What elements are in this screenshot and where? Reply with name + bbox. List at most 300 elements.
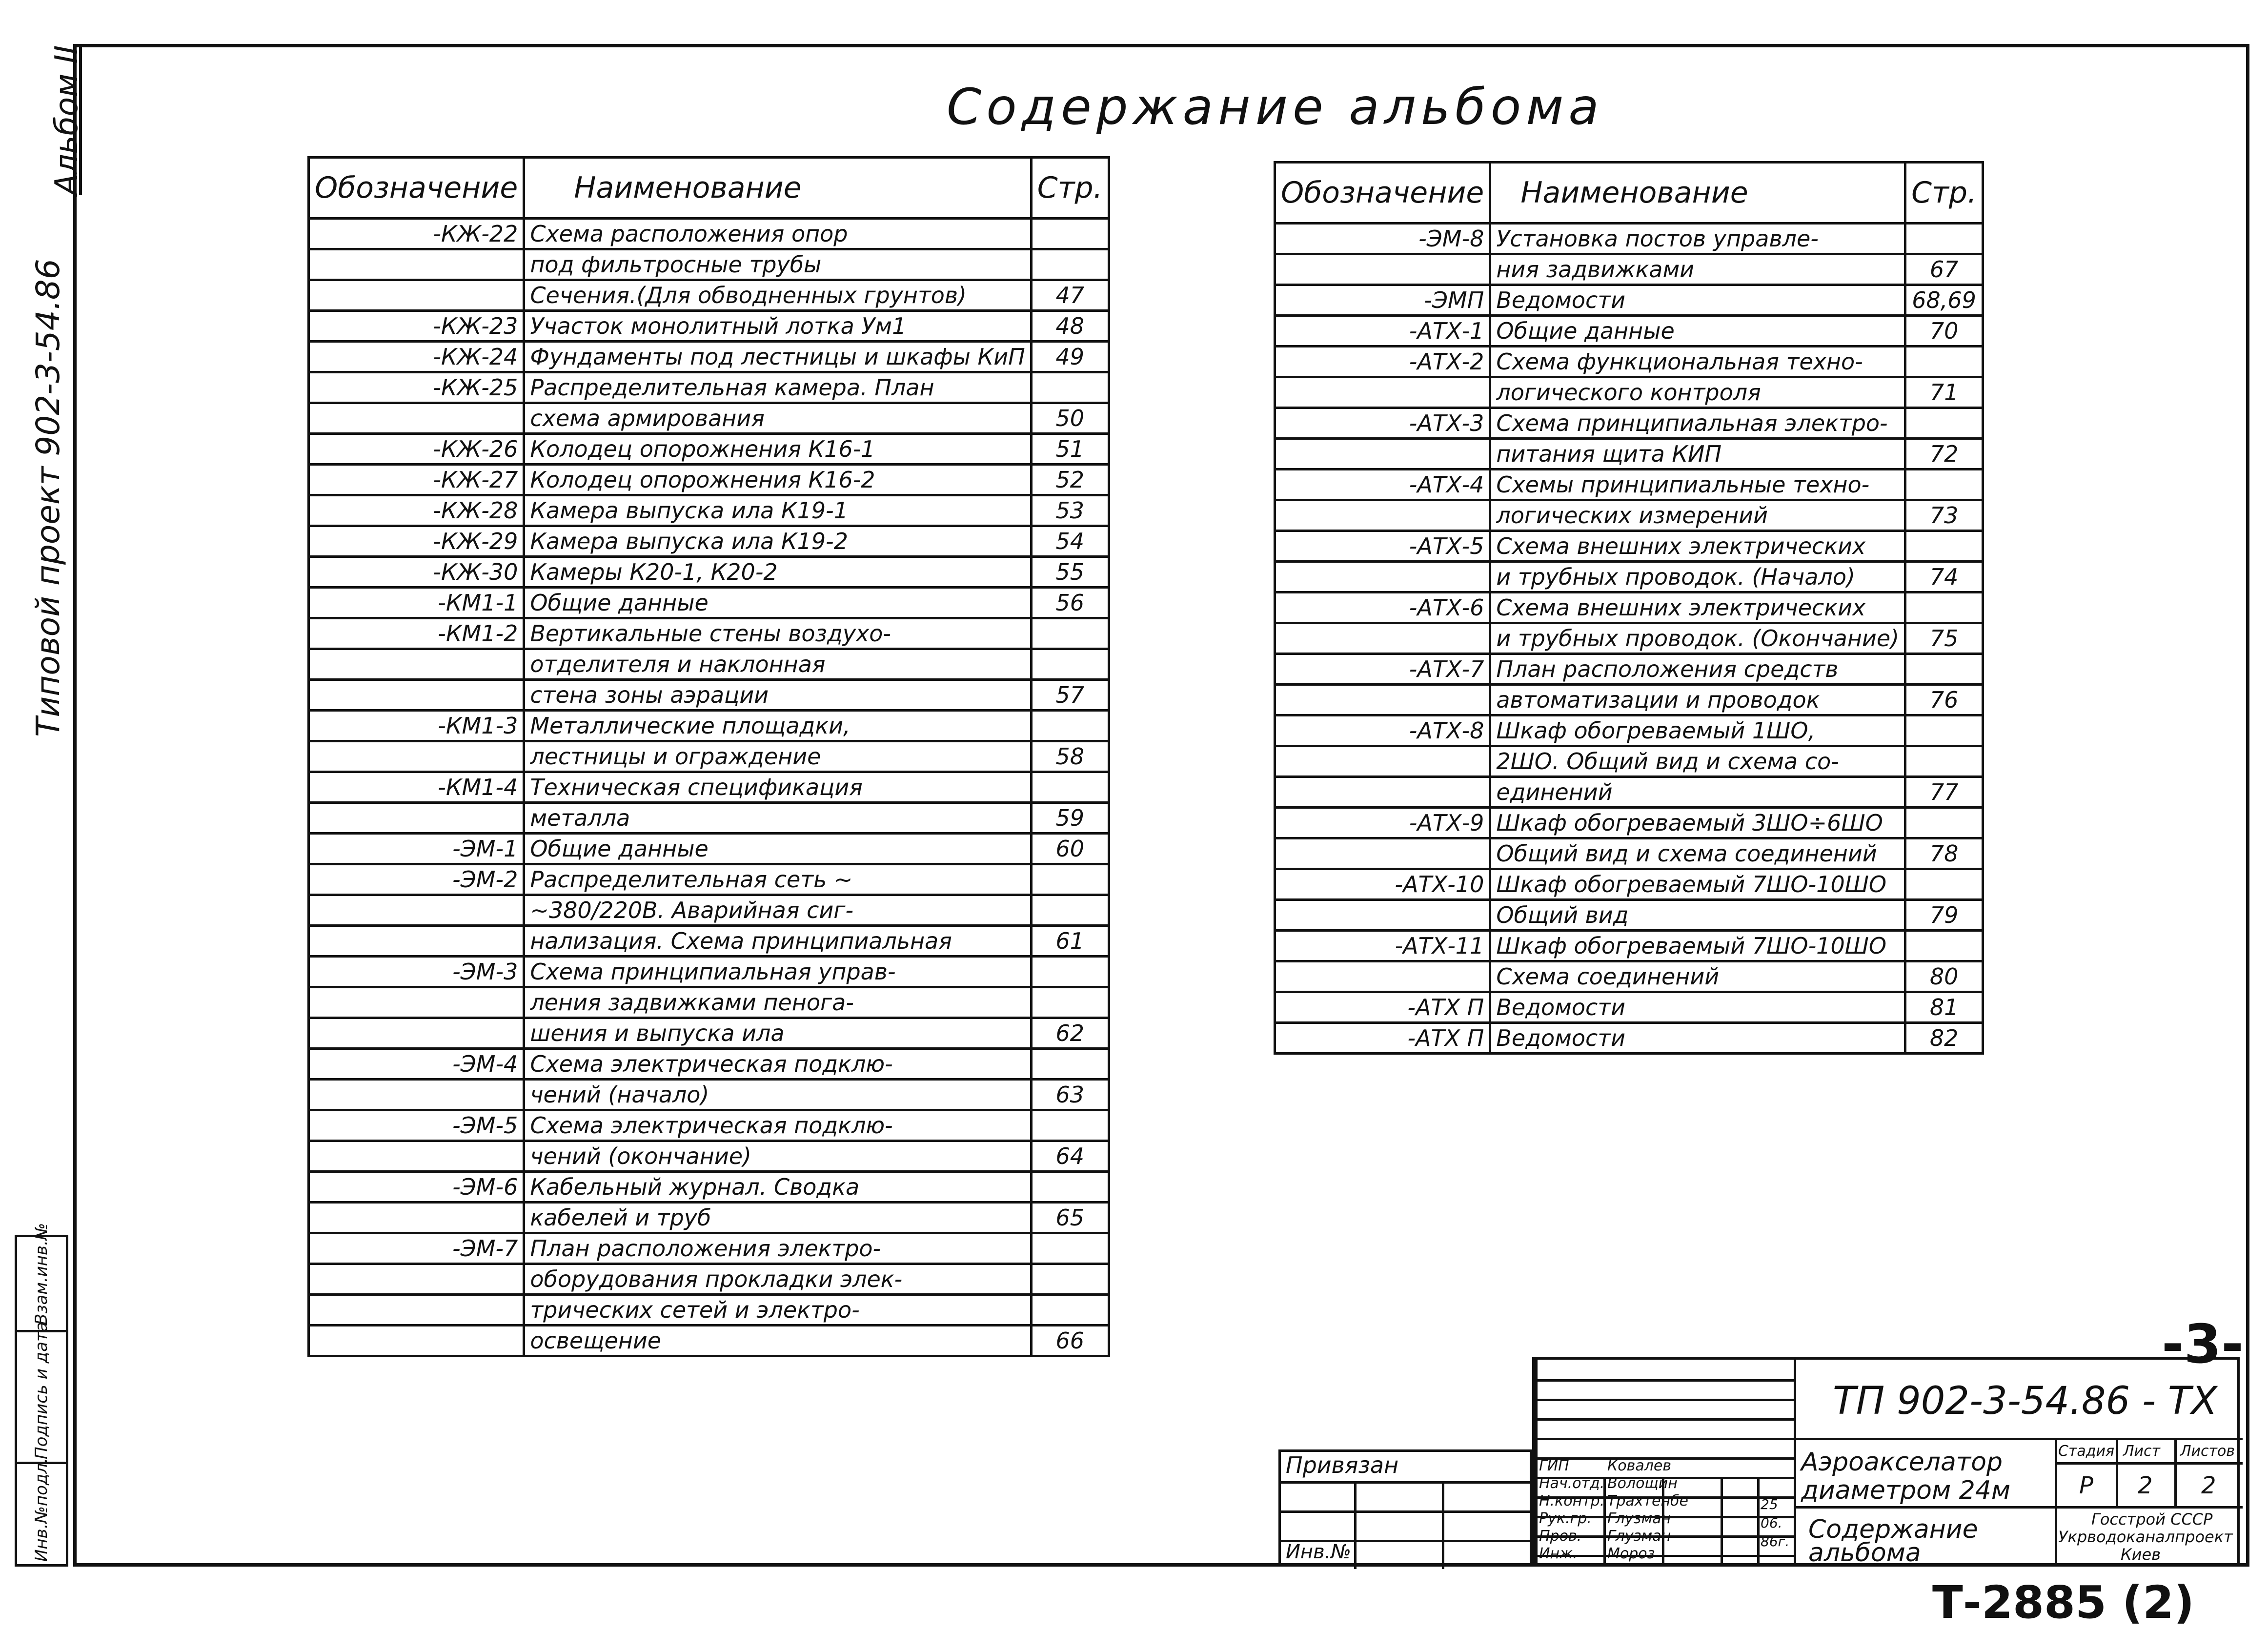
page-title: Содержание альбома — [947, 78, 1604, 136]
table-row — [1275, 469, 1983, 500]
row-name: Фундаменты под лестницы и шкафы КиП — [524, 342, 1031, 372]
row-designation: -КМ1-1 — [309, 588, 524, 618]
role-4: Рук.гр. — [1539, 1510, 1592, 1527]
row-designation — [309, 403, 524, 434]
row-page: 67 — [1905, 254, 1983, 285]
table-row — [309, 741, 1109, 772]
table-row — [1275, 285, 1983, 316]
row-designation: -АТХ-3 — [1275, 408, 1490, 439]
table-row — [1275, 808, 1983, 838]
row-page — [1031, 219, 1109, 249]
row-page — [1031, 895, 1109, 926]
header-page: Стр. — [1905, 163, 1983, 224]
row-name: стена зоны аэрации — [524, 680, 1031, 711]
row-designation — [309, 1326, 524, 1356]
sheet-title-2: альбома — [1808, 1538, 1921, 1568]
row-page: 59 — [1031, 803, 1109, 834]
table-row — [1275, 562, 1983, 592]
table-row — [309, 987, 1109, 1018]
row-page: 80 — [1905, 961, 1983, 992]
row-page: 75 — [1905, 623, 1983, 654]
table-row — [1275, 316, 1983, 347]
row-name: логических измерений — [1490, 500, 1905, 531]
table-row — [309, 526, 1109, 557]
row-page: 64 — [1031, 1141, 1109, 1172]
row-page — [1905, 592, 1983, 623]
row-page — [1905, 408, 1983, 439]
row-page: 51 — [1031, 434, 1109, 465]
row-name: кабелей и труб — [524, 1203, 1031, 1233]
table-row — [309, 803, 1109, 834]
org-2: Укрводоканалпроект — [2058, 1528, 2233, 1546]
object-name-1: Аэроакселатор — [1801, 1448, 2003, 1477]
table-row — [1275, 623, 1983, 654]
row-name: Схема электрическая подклю- — [524, 1110, 1031, 1141]
row-designation: -АТХ-6 — [1275, 592, 1490, 623]
row-page: 74 — [1905, 562, 1983, 592]
row-designation — [1275, 562, 1490, 592]
row-name: чений (начало) — [524, 1080, 1031, 1110]
row-page — [1905, 224, 1983, 254]
row-page: 71 — [1905, 377, 1983, 408]
table-row — [1275, 715, 1983, 746]
name-2: Волощин — [1607, 1475, 1678, 1492]
table-row — [309, 342, 1109, 372]
role-5: Пров. — [1539, 1528, 1582, 1545]
role-1: ГИП — [1539, 1457, 1569, 1474]
row-designation — [1275, 377, 1490, 408]
row-designation — [309, 680, 524, 711]
row-name: План расположения средств — [1490, 654, 1905, 685]
row-designation: -АТХ-10 — [1275, 869, 1490, 900]
binding-label: Привязан — [1286, 1452, 1399, 1478]
table-row — [309, 434, 1109, 465]
stage-header: Стадия — [2058, 1443, 2115, 1460]
row-page: 70 — [1905, 316, 1983, 347]
row-name: Колодец опорожнения К16-1 — [524, 434, 1031, 465]
header-name: Наименование — [1490, 163, 1905, 224]
inv-cell-2: Подпись и дата — [32, 1322, 51, 1459]
table-row — [309, 588, 1109, 618]
inv-cell-1: Взам.инв.№ — [32, 1223, 51, 1325]
row-designation — [1275, 900, 1490, 931]
row-designation: -АТХ-2 — [1275, 347, 1490, 377]
table-row — [309, 403, 1109, 434]
row-designation: -ЭМП — [1275, 285, 1490, 316]
row-designation: -АТХ-1 — [1275, 316, 1490, 347]
row-name: Установка постов управле- — [1490, 224, 1905, 254]
table-row — [1275, 838, 1983, 869]
role-3: Н.контр. — [1539, 1492, 1605, 1510]
row-name: и трубных проводок. (Окончание) — [1490, 623, 1905, 654]
row-designation: -КЖ-30 — [309, 557, 524, 588]
row-page: 66 — [1031, 1326, 1109, 1356]
title-block — [1532, 1357, 2240, 1567]
row-designation — [1275, 254, 1490, 285]
row-name: Кабельный журнал. Сводка — [524, 1172, 1031, 1203]
row-designation: -КМ1-4 — [309, 772, 524, 803]
row-page: 77 — [1905, 777, 1983, 808]
table-row — [309, 465, 1109, 495]
row-page — [1905, 715, 1983, 746]
row-designation — [309, 926, 524, 957]
table-row — [309, 495, 1109, 526]
row-page — [1031, 1264, 1109, 1295]
table-row — [1275, 347, 1983, 377]
row-designation: -КМ1-3 — [309, 711, 524, 741]
row-name: Участок монолитный лотка Ум1 — [524, 311, 1031, 342]
table-row — [309, 1141, 1109, 1172]
row-page: 54 — [1031, 526, 1109, 557]
row-name: Шкаф обогреваемый 3ШО÷6ШО — [1490, 808, 1905, 838]
row-page: 79 — [1905, 900, 1983, 931]
table-row — [309, 1049, 1109, 1080]
stage-value: Р — [2079, 1472, 2093, 1499]
table-row — [1275, 900, 1983, 931]
row-page: 76 — [1905, 685, 1983, 715]
table-row — [309, 1172, 1109, 1203]
row-name: Схема внешних электрических — [1490, 592, 1905, 623]
row-name: Ведомости — [1490, 285, 1905, 316]
row-page — [1905, 869, 1983, 900]
row-page: 62 — [1031, 1018, 1109, 1049]
row-designation — [309, 249, 524, 280]
name-6: Мороз — [1607, 1545, 1655, 1562]
row-designation: -КЖ-29 — [309, 526, 524, 557]
row-designation — [309, 1141, 524, 1172]
sheet-value: 2 — [2138, 1472, 2153, 1499]
album-label: Альбом II — [49, 45, 85, 195]
row-name: отделителя и наклонная — [524, 649, 1031, 680]
table-row — [1275, 254, 1983, 285]
row-page — [1905, 654, 1983, 685]
table-row — [1275, 777, 1983, 808]
table-row — [309, 1203, 1109, 1233]
project-label: Типовой проект 902-3-54.86 — [29, 259, 67, 737]
binding-block — [1278, 1449, 1532, 1567]
row-name: Схема принципиальная электро- — [1490, 408, 1905, 439]
row-page — [1905, 746, 1983, 777]
row-name: трических сетей и электро- — [524, 1295, 1031, 1326]
row-page — [1031, 372, 1109, 403]
table-row — [309, 1080, 1109, 1110]
row-page — [1031, 1049, 1109, 1080]
row-designation — [309, 280, 524, 311]
row-designation — [1275, 439, 1490, 469]
row-name: под фильтросные трубы — [524, 249, 1031, 280]
row-page — [1031, 987, 1109, 1018]
row-page: 78 — [1905, 838, 1983, 869]
row-designation — [309, 1295, 524, 1326]
row-page — [1905, 347, 1983, 377]
name-3: Трахтенбе — [1607, 1492, 1689, 1510]
row-name: Шкаф обогреваемый 7ШО-10ШО — [1490, 869, 1905, 900]
row-name: Камеры К20-1, К20-2 — [524, 557, 1031, 588]
row-page — [1031, 957, 1109, 987]
sheet-title-1: Содержание — [1808, 1515, 1978, 1544]
table-row — [309, 1295, 1109, 1326]
row-name: Схема внешних электрических — [1490, 531, 1905, 562]
name-5: Глузман — [1607, 1528, 1671, 1545]
table-row — [1275, 685, 1983, 715]
row-page: 73 — [1905, 500, 1983, 531]
table-row — [309, 557, 1109, 588]
row-name: нализация. Схема принципиальная — [524, 926, 1031, 957]
inventory-box — [15, 1223, 68, 1567]
row-name: единений — [1490, 777, 1905, 808]
row-designation — [309, 1018, 524, 1049]
row-name: лестницы и ограждение — [524, 741, 1031, 772]
table-row — [309, 772, 1109, 803]
table-header — [1275, 163, 1983, 224]
row-page: 53 — [1031, 495, 1109, 526]
name-1: Ковалев — [1607, 1457, 1672, 1474]
row-name: Общие данные — [1490, 316, 1905, 347]
role-2: Нач.отд. — [1539, 1475, 1605, 1492]
date-3: 86г. — [1761, 1533, 1790, 1550]
row-name: металла — [524, 803, 1031, 834]
row-name: Камера выпуска ила К19-1 — [524, 495, 1031, 526]
row-page: 60 — [1031, 834, 1109, 864]
row-page — [1031, 1295, 1109, 1326]
row-name: Ведомости — [1490, 1023, 1905, 1054]
sheets-header: Листов — [2180, 1443, 2235, 1460]
row-name: ния задвижками — [1490, 254, 1905, 285]
row-page — [1905, 469, 1983, 500]
row-page: 47 — [1031, 280, 1109, 311]
row-designation — [309, 1264, 524, 1295]
table-row — [1275, 992, 1983, 1023]
table-row — [309, 957, 1109, 987]
sheets-value: 2 — [2201, 1472, 2216, 1499]
row-page: 72 — [1905, 439, 1983, 469]
table-row — [1275, 1023, 1983, 1054]
table-row — [309, 649, 1109, 680]
row-designation: -КЖ-26 — [309, 434, 524, 465]
row-name: освещение — [524, 1326, 1031, 1356]
row-name: чений (окончание) — [524, 1141, 1031, 1172]
table-row — [309, 895, 1109, 926]
row-name: Камера выпуска ила К19-2 — [524, 526, 1031, 557]
row-name: Ведомости — [1490, 992, 1905, 1023]
row-designation: -АТХ-8 — [1275, 715, 1490, 746]
row-designation: -КЖ-24 — [309, 342, 524, 372]
table-row — [309, 618, 1109, 649]
row-designation — [309, 803, 524, 834]
row-page: 65 — [1031, 1203, 1109, 1233]
table-row — [309, 1018, 1109, 1049]
row-designation: -ЭМ-7 — [309, 1233, 524, 1264]
row-designation: -АТХ-7 — [1275, 654, 1490, 685]
table-row — [309, 864, 1109, 895]
table-row — [309, 1264, 1109, 1295]
row-name: Металлические площадки, — [524, 711, 1031, 741]
row-name: Общий вид — [1490, 900, 1905, 931]
table-row — [309, 834, 1109, 864]
header-name: Наименование — [524, 158, 1031, 219]
row-page: 49 — [1031, 342, 1109, 372]
table-row — [309, 249, 1109, 280]
row-designation — [309, 1080, 524, 1110]
row-designation: -АТХ-9 — [1275, 808, 1490, 838]
row-page: 61 — [1031, 926, 1109, 957]
date-2: 06. — [1761, 1515, 1782, 1531]
contents-table-left — [307, 156, 1110, 1357]
row-name: оборудования прокладки элек- — [524, 1264, 1031, 1295]
row-name: Шкаф обогреваемый 7ШО-10ШО — [1490, 931, 1905, 961]
row-designation — [309, 895, 524, 926]
row-designation: -КЖ-23 — [309, 311, 524, 342]
row-name: Шкаф обогреваемый 1ШО, — [1490, 715, 1905, 746]
table-row — [1275, 654, 1983, 685]
row-designation: -ЭМ-8 — [1275, 224, 1490, 254]
row-name: Распределительная камера. План — [524, 372, 1031, 403]
row-name: Техническая спецификация — [524, 772, 1031, 803]
table-row — [309, 311, 1109, 342]
row-page: 52 — [1031, 465, 1109, 495]
row-name: 2ШО. Общий вид и схема со- — [1490, 746, 1905, 777]
row-designation: -АТХ-5 — [1275, 531, 1490, 562]
table-row — [309, 280, 1109, 311]
row-designation — [309, 1203, 524, 1233]
role-6: Инж. — [1539, 1545, 1578, 1562]
row-name: Схема функциональная техно- — [1490, 347, 1905, 377]
row-designation — [1275, 623, 1490, 654]
table-row — [1275, 531, 1983, 562]
table-row — [309, 1233, 1109, 1264]
row-page — [1031, 1172, 1109, 1203]
row-page — [1031, 618, 1109, 649]
row-designation: -ЭМ-5 — [309, 1110, 524, 1141]
row-name: Распределительная сеть ~ — [524, 864, 1031, 895]
row-designation: -ЭМ-3 — [309, 957, 524, 987]
row-designation — [309, 741, 524, 772]
header-designation: Обозначение — [309, 158, 524, 219]
name-4: Глузман — [1607, 1510, 1671, 1527]
table-row — [309, 1110, 1109, 1141]
row-page — [1031, 649, 1109, 680]
row-name: Схема принципиальная управ- — [524, 957, 1031, 987]
row-designation: -ЭМ-6 — [309, 1172, 524, 1203]
row-designation: -АТХ П — [1275, 1023, 1490, 1054]
row-name: питания щита КИП — [1490, 439, 1905, 469]
table-row — [1275, 408, 1983, 439]
row-designation — [1275, 961, 1490, 992]
row-page — [1031, 1110, 1109, 1141]
row-designation: -КЖ-25 — [309, 372, 524, 403]
row-name: Схема соединений — [1490, 961, 1905, 992]
row-designation: -КЖ-27 — [309, 465, 524, 495]
row-page — [1031, 711, 1109, 741]
row-name: ления задвижками пенога- — [524, 987, 1031, 1018]
inv-cell-3: Инв.№подл. — [32, 1458, 51, 1562]
table-row — [1275, 869, 1983, 900]
row-designation — [1275, 838, 1490, 869]
table-row — [309, 711, 1109, 741]
row-name: Общие данные — [524, 834, 1031, 864]
table-row — [1275, 746, 1983, 777]
sheet-header: Лист — [2123, 1443, 2161, 1460]
row-name: схема армирования — [524, 403, 1031, 434]
table-row — [309, 680, 1109, 711]
row-designation — [309, 649, 524, 680]
row-name: Схема расположения опор — [524, 219, 1031, 249]
row-name: План расположения электро- — [524, 1233, 1031, 1264]
row-name: и трубных проводок. (Начало) — [1490, 562, 1905, 592]
row-page: 55 — [1031, 557, 1109, 588]
row-page — [1031, 864, 1109, 895]
row-designation: -ЭМ-4 — [309, 1049, 524, 1080]
table-row — [1275, 439, 1983, 469]
inv-no-label: Инв.№ — [1286, 1541, 1351, 1563]
table-row — [309, 1326, 1109, 1356]
header-designation: Обозначение — [1275, 163, 1490, 224]
table-row — [1275, 377, 1983, 408]
row-designation: -ЭМ-1 — [309, 834, 524, 864]
table-row — [1275, 931, 1983, 961]
row-name: шения и выпуска ила — [524, 1018, 1031, 1049]
table-row — [309, 372, 1109, 403]
row-name: Общие данные — [524, 588, 1031, 618]
row-name: Общий вид и схема соединений — [1490, 838, 1905, 869]
table-row — [309, 219, 1109, 249]
org-1: Госстрой СССР — [2091, 1510, 2213, 1529]
row-name: логического контроля — [1490, 377, 1905, 408]
org-3: Киев — [2121, 1545, 2161, 1564]
header-page: Стр. — [1031, 158, 1109, 219]
table-row — [309, 926, 1109, 957]
row-name: автоматизации и проводок — [1490, 685, 1905, 715]
row-page: 82 — [1905, 1023, 1983, 1054]
table-header — [309, 158, 1109, 219]
row-designation — [1275, 685, 1490, 715]
row-page — [1031, 249, 1109, 280]
row-designation: -КЖ-22 — [309, 219, 524, 249]
row-designation: -ЭМ-2 — [309, 864, 524, 895]
doc-code: ТП 902-3-54.86 - ТХ — [1833, 1379, 2217, 1423]
row-name: ~380/220В. Аварийная сиг- — [524, 895, 1031, 926]
row-designation — [1275, 777, 1490, 808]
date-1: 25 — [1761, 1496, 1778, 1512]
object-name-2: диаметром 24м — [1801, 1476, 2011, 1505]
row-designation — [309, 987, 524, 1018]
contents-table-right — [1274, 161, 1984, 1055]
row-page — [1905, 931, 1983, 961]
row-page: 57 — [1031, 680, 1109, 711]
row-name: Сечения.(Для обводненных грунтов) — [524, 280, 1031, 311]
row-designation: -АТХ-11 — [1275, 931, 1490, 961]
row-name: Вертикальные стены воздухо- — [524, 618, 1031, 649]
row-page — [1031, 1233, 1109, 1264]
row-name: Схема электрическая подклю- — [524, 1049, 1031, 1080]
row-designation: -КМ1-2 — [309, 618, 524, 649]
row-page — [1031, 772, 1109, 803]
table-row — [1275, 961, 1983, 992]
row-designation: -АТХ-4 — [1275, 469, 1490, 500]
row-designation: -АТХ П — [1275, 992, 1490, 1023]
row-page: 48 — [1031, 311, 1109, 342]
page-number: -3- — [2162, 1313, 2244, 1375]
table-row — [1275, 592, 1983, 623]
row-page — [1905, 808, 1983, 838]
row-designation — [1275, 500, 1490, 531]
row-designation: -КЖ-28 — [309, 495, 524, 526]
row-page: 63 — [1031, 1080, 1109, 1110]
table-row — [1275, 224, 1983, 254]
row-page: 58 — [1031, 741, 1109, 772]
row-page: 68,69 — [1905, 285, 1983, 316]
row-page: 56 — [1031, 588, 1109, 618]
